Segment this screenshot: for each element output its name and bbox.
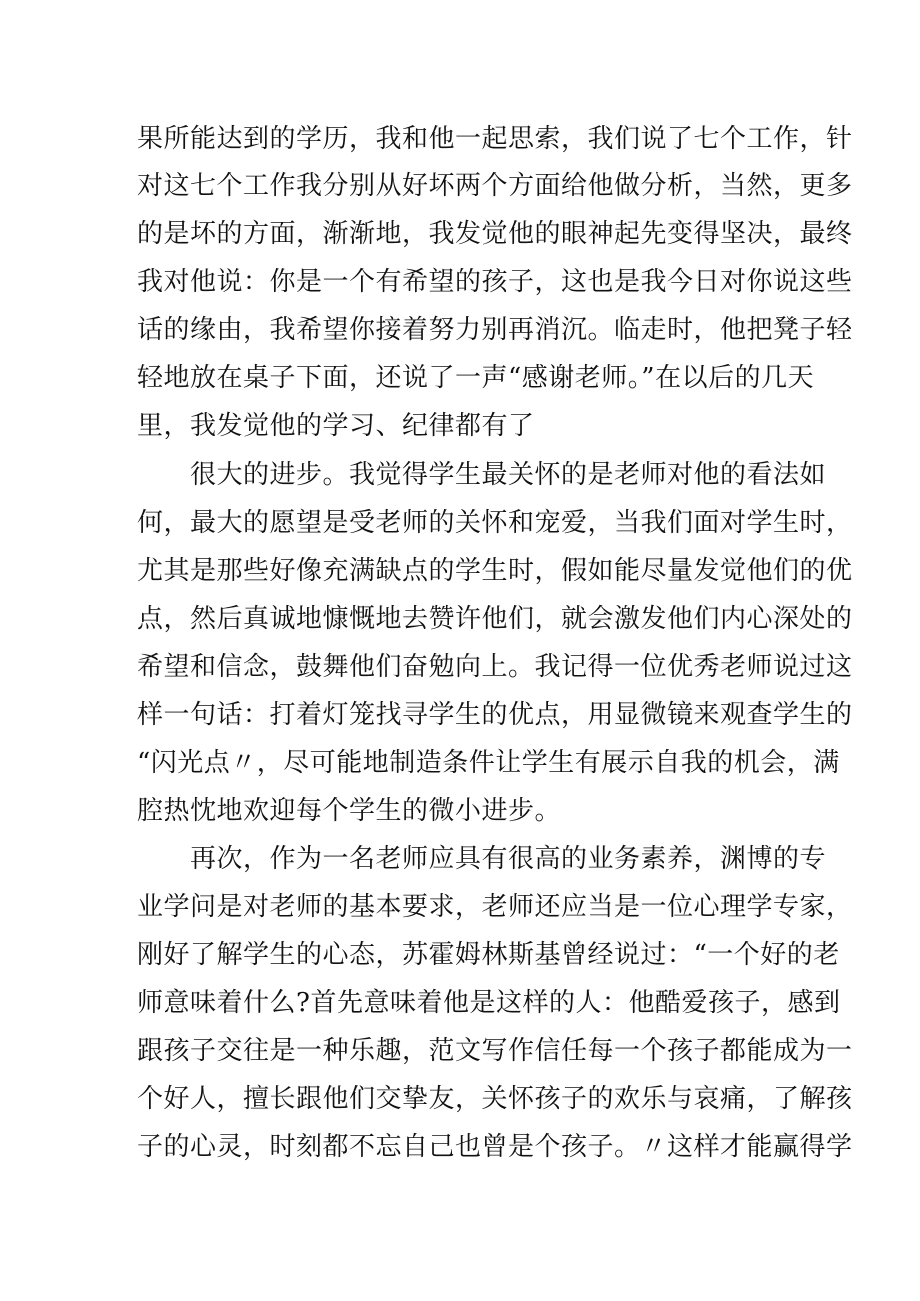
text-line: 希望和信念，鼓舞他们奋勉向上。我记得一位优秀老师说过这	[137, 652, 853, 682]
text-line: 腔热忱地欢迎每个学生的微小进步。	[137, 796, 562, 826]
text-line: 话的缘由，我希望你接着努力别再消沉。临走时，他把凳子轻	[137, 315, 853, 345]
text-line: “闪光点〃，尽可能地制造条件让学生有展示自我的机会，满	[137, 748, 840, 778]
text-line: 尤其是那些好像充满缺点的学生时，假如能尽量发觉他们的优	[137, 556, 853, 586]
text-line: 师意味着什么?首先意味着他是这样的人：他酷爱孩子，感到	[137, 988, 841, 1018]
paragraph-first-line: 再次，作为一名老师应具有很高的业务素养，渊博的专	[190, 844, 827, 874]
text-line: 我对他说：你是一个有希望的孩子，这也是我今日对你说这些	[137, 267, 853, 297]
text-line: 点，然后真诚地慷慨地去赞许他们，就会激发他们内心深处的	[137, 604, 853, 634]
text-line: 样一句话：打着灯笼找寻学生的优点，用显微镜来观查学生的	[137, 700, 853, 730]
text-line: 对这七个工作我分别从好坏两个方面给他做分析，当然，更多	[137, 171, 853, 201]
text-line: 子的心灵，时刻都不忘自己也曾是个孩子。〃这样才能赢得学	[137, 1132, 853, 1162]
text-line: 业学问是对老师的基本要求，老师还应当是一位心理学专家，	[137, 892, 853, 922]
text-line: 刚好了解学生的心态，苏霍姆林斯基曾经说过：“一个好的老	[137, 940, 840, 970]
text-line: 果所能达到的学历，我和他一起思索，我们说了七个工作，针	[137, 124, 853, 154]
paragraph-first-line: 很大的进步。我觉得学生最关怀的是老师对他的看法如	[190, 460, 827, 490]
text-line: 跟孩子交往是一种乐趣，范文写作信任每一个孩子都能成为一	[137, 1036, 853, 1066]
text-line: 何，最大的愿望是受老师的关怀和宠爱，当我们面对学生时，	[137, 508, 853, 538]
text-line: 个好人，擅长跟他们交挚友，关怀孩子的欢乐与哀痛，了解孩	[137, 1084, 853, 1114]
text-line: 的是坏的方面，渐渐地，我发觉他的眼神起先变得坚决，最终	[137, 219, 853, 249]
text-line: 里，我发觉他的学习、纪律都有了	[137, 411, 535, 441]
text-line: 轻地放在桌子下面，还说了一声“感谢老师。”在以后的几天	[137, 363, 815, 393]
